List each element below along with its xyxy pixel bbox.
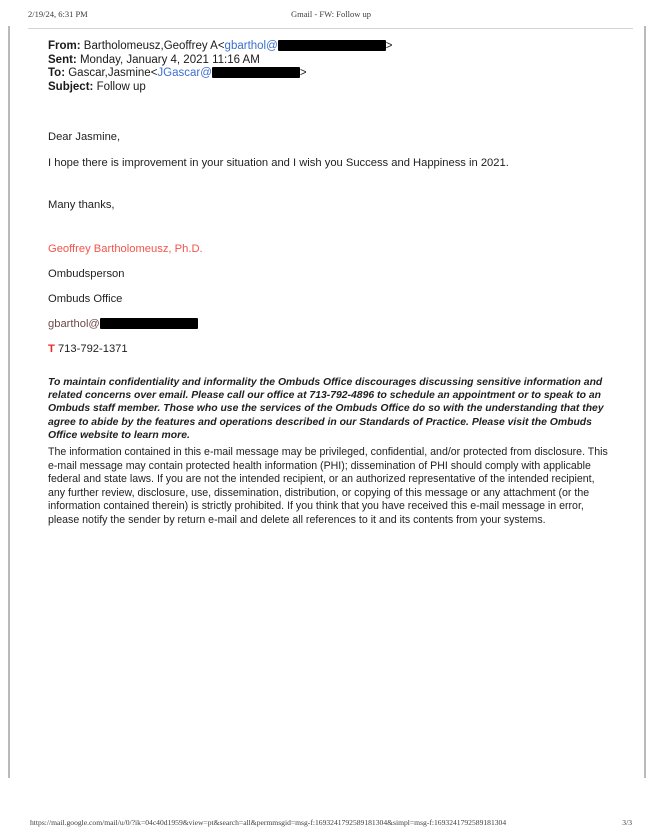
print-footer [0,818,662,832]
print-header [0,9,662,25]
redaction-bar-to-domain [212,67,300,78]
email-header-subject [48,81,628,95]
signature-email-row [48,317,468,331]
to-close-angle: > [299,67,307,80]
signature-email[interactable]: gbarthol@ [48,318,100,330]
print-timestamp: 2/19/24, 6:31 PM [28,9,88,19]
to-open-angle: < [150,67,158,80]
subject-value: Follow up [96,80,146,93]
email-header-block [48,40,628,94]
to-email-link[interactable]: JGascar@ [157,67,212,80]
signature-name: Geoffrey Bartholomeusz, Ph.D. [48,243,203,255]
signature-title: Ombudsperson [48,268,125,280]
from-label: From: [48,40,81,52]
source-url: https://mail.google.com/mail/u/0/?ik=04c40d1959&view=pt&search=all&permmsgid=msg-f:1693241792589181304&simpl=msg-f:1693241792589181304 [30,818,507,827]
from-display-name: Bartholomeusz,Geoffrey A [83,40,218,52]
signature-phone: 713-792-1371 [57,343,128,355]
ombuds-disclaimer: To maintain confidentiality and informality the Ombuds Office discourages discussing sensitive information and related concerns over email. Please call our office at 713-792-4896 to schedule an appointment or to speak to an Ombuds staff member. Those who use the services of the Ombuds Office do so with the understanding that they agree to abide by the features and operations described in our Standards of Practice. Please visit the Ombuds Office website to learn more. [48,377,604,441]
body-paragraph: I hope there is improvement in your situation and I wish you Success and Happiness in 2021. [48,157,509,169]
print-document-title: Gmail - FW: Follow up [291,9,371,19]
sent-value: Monday, January 4, 2021 11:16 AM [79,53,260,66]
redaction-bar-from-domain [278,40,386,51]
from-email-link[interactable]: gbarthol@ [224,40,278,52]
body-closing: Many thanks, [48,199,115,211]
body-greeting: Dear Jasmine, [48,131,121,143]
page-number: 3/3 [622,818,632,827]
email-header-from [48,40,628,54]
email-header-to [48,67,628,81]
header-divider [28,28,633,29]
from-open-angle: < [217,40,225,52]
to-label: To: [48,67,66,80]
email-message [48,40,628,526]
signature-office: Ombuds Office [48,293,123,305]
sent-label: Sent: [48,53,77,66]
signature-block [48,242,468,367]
to-display-name: Gascar,Jasmine [68,67,151,80]
phone-prefix-label: T [48,343,55,355]
signature-phone-row [48,342,468,356]
confidentiality-disclaimer: The information contained in this e-mail message may be privileged, confidential, and/or protected from disclosure. This e-mail message may contain protected health information (PHI); dissemination of PHI should comply with applicable federal and state laws. If you are not the intended recipient, or an authorized representative of the intended recipient, any further review, disclosure, use, dissemination, distribution, or copying of this message or any attachment (or the information contained therein) is strictly prohibited. If you think that you have received this e-mail message in error, please notify the sender by return e-mail and delete all references to it and its contents from your systems. [48,446,608,526]
email-header-sent [48,54,628,68]
subject-label: Subject: [48,80,94,93]
redaction-bar-signature-domain [100,318,198,329]
from-close-angle: > [385,40,393,52]
